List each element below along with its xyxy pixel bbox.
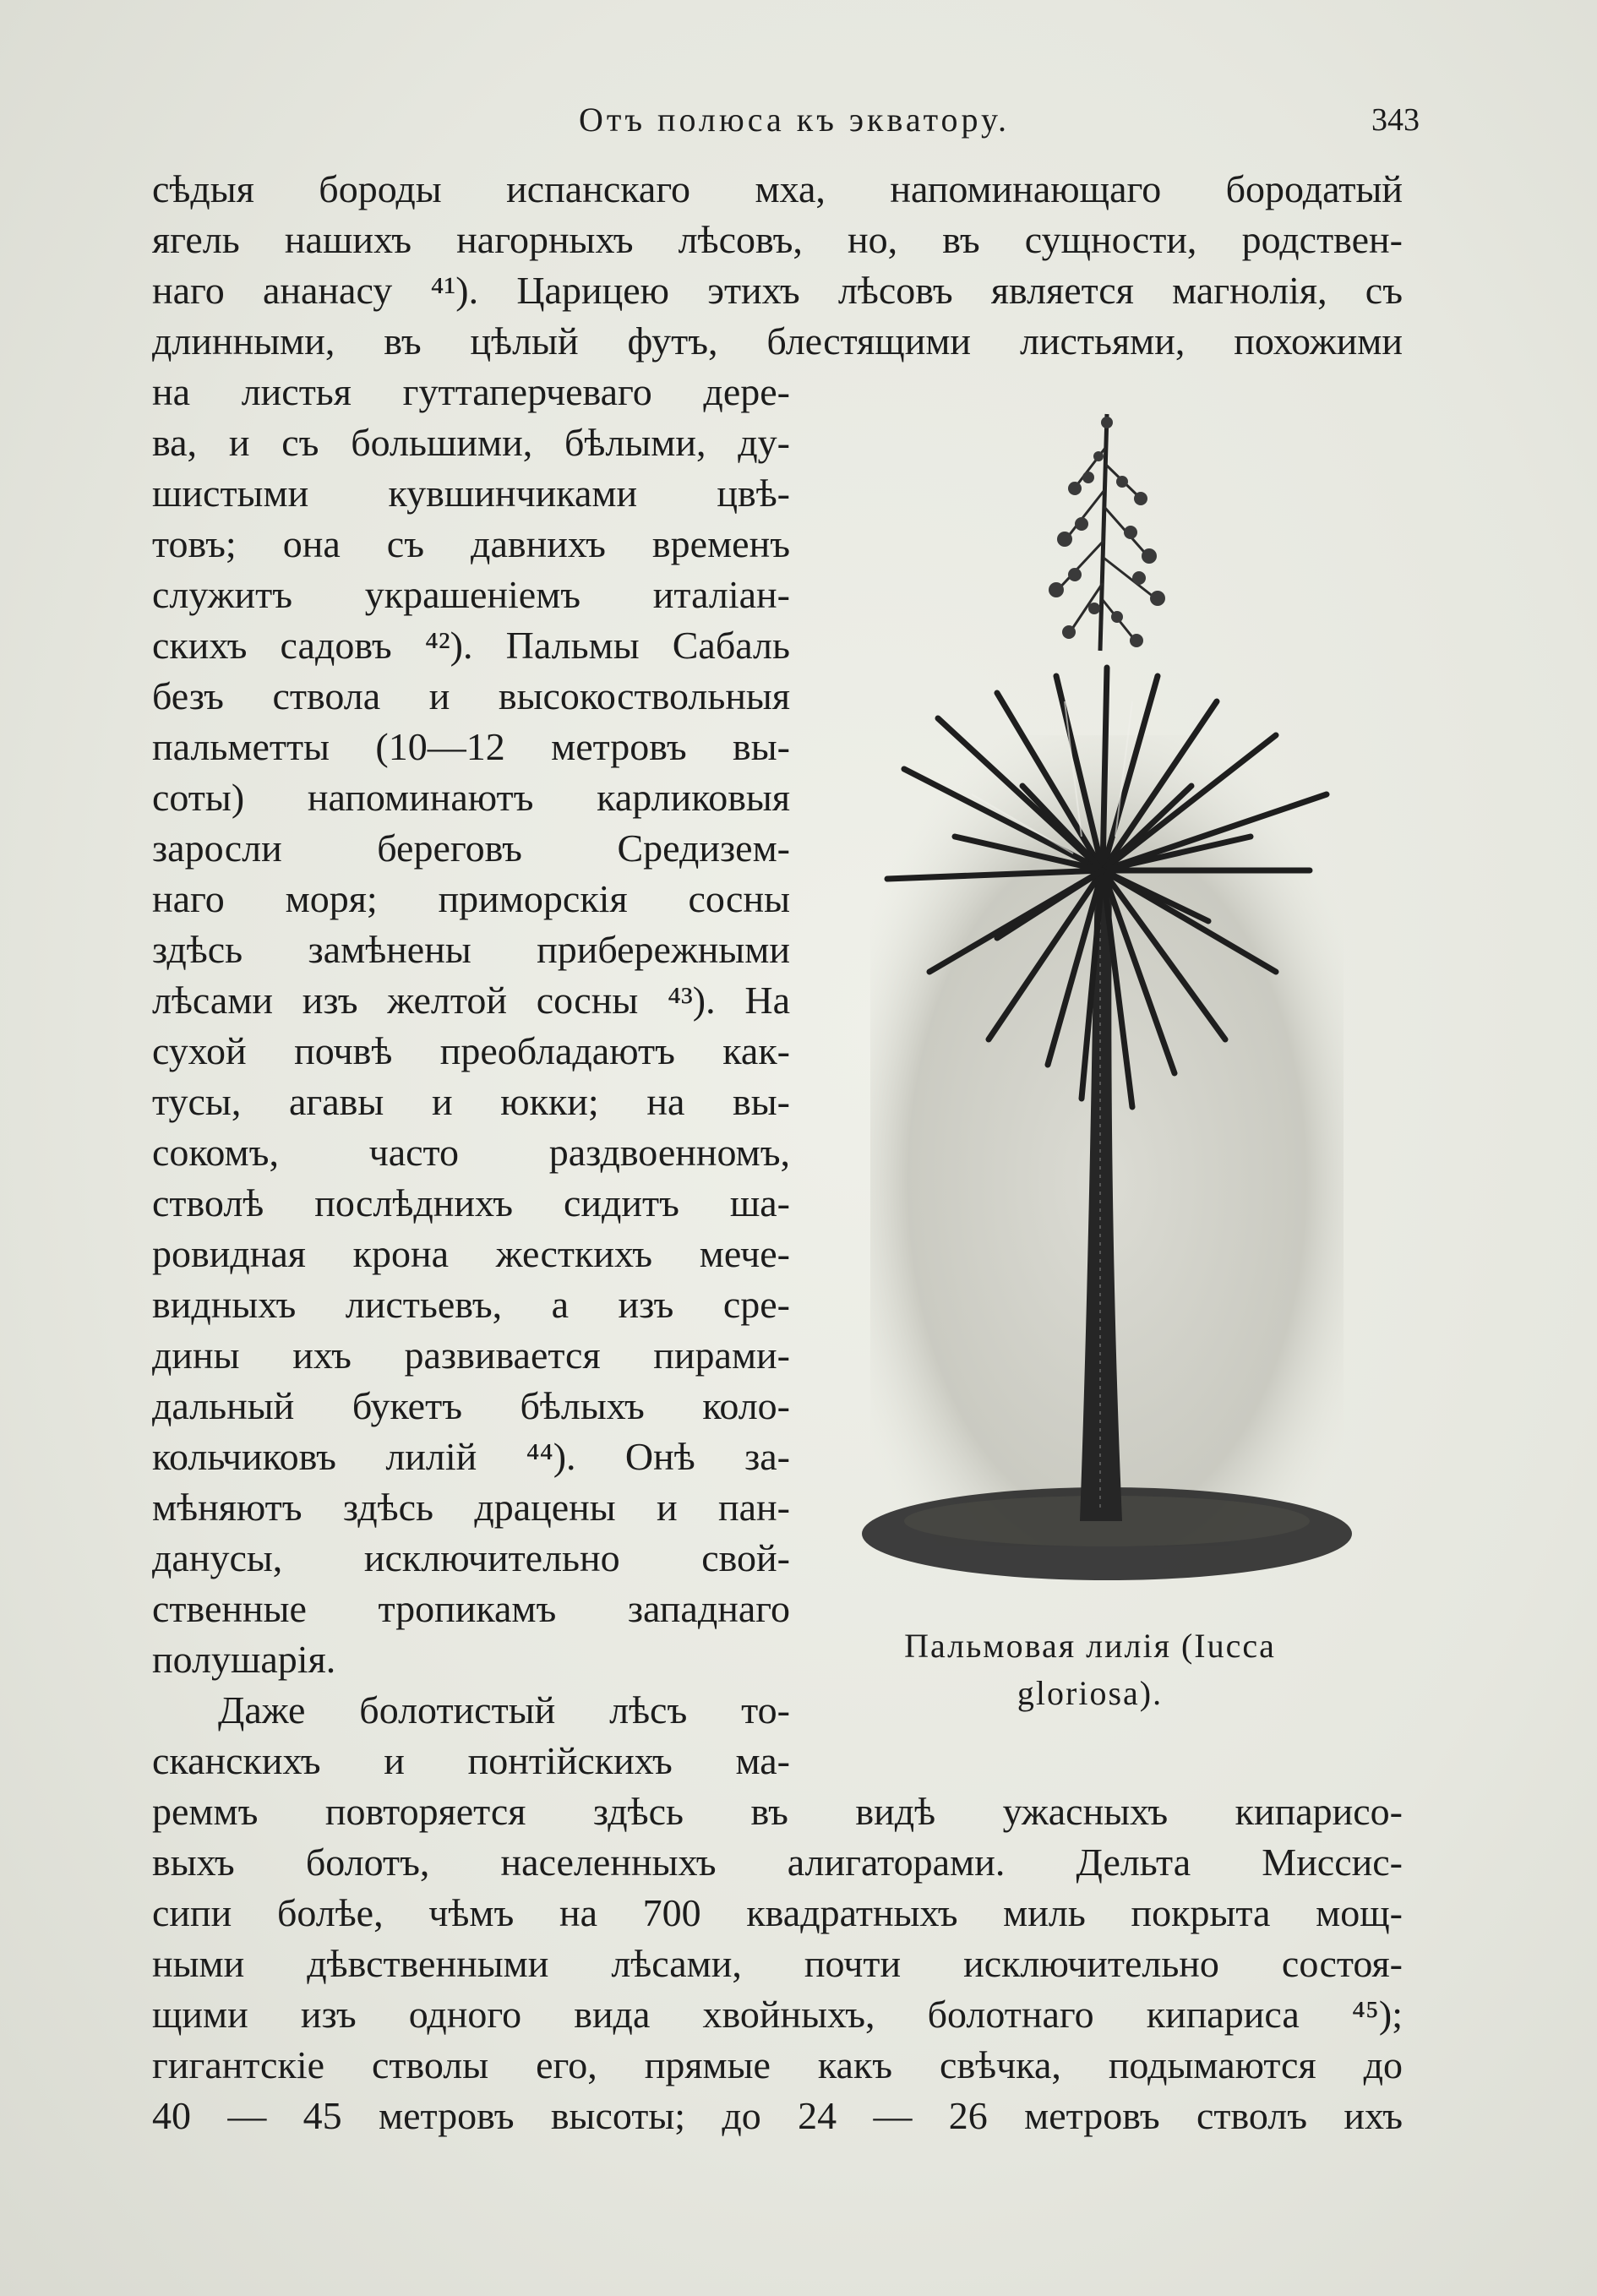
text-line: служитъ украшеніемъ италіан- xyxy=(152,573,790,616)
text-line: лѣсами изъ желтой сосны ⁴³). На xyxy=(152,979,790,1022)
text-line: длинными, въ цѣлый футъ, блестящими листьями, похожими xyxy=(152,319,1403,363)
text-line: сѣдыя бороды испанскаго мха, напоминающаго бородатый xyxy=(152,167,1403,210)
text-line: ственные тропикамъ западнаго xyxy=(152,1587,790,1630)
text-line: на листья гуттаперчеваго дере- xyxy=(152,370,790,413)
text-line: тусы, агавы и юкки; на вы- xyxy=(152,1080,790,1123)
text-line: стволѣ послѣднихъ сидитъ ша- xyxy=(152,1181,790,1224)
text-line: шистыми кувшинчиками цвѣ- xyxy=(152,472,790,515)
text-line: данусы, исключительно свой- xyxy=(152,1536,790,1579)
text-line: мѣняютъ здѣсь драцены и пан- xyxy=(152,1486,790,1529)
text-line: товъ; она съ давнихъ временъ xyxy=(152,522,790,565)
paragraph-start: Даже болотистый лѣсъ то- xyxy=(218,1688,790,1732)
page-number: 343 xyxy=(1371,102,1420,138)
text-line: скихъ садовъ ⁴²). Пальмы Сабаль xyxy=(152,624,790,667)
text-line: сипи болѣе, чѣмъ на 700 квадратныхъ миль покрыта мощ- xyxy=(152,1891,1403,1934)
text-line: 40 — 45 метровъ высоты; до 24 — 26 метровъ стволъ ихъ xyxy=(152,2094,1403,2137)
text-line: видныхъ листьевъ, а изъ сре- xyxy=(152,1283,790,1326)
text-line: заросли береговъ Средизем- xyxy=(152,826,790,870)
caption-line: Пальмовая лилія (Iucca xyxy=(904,1627,1276,1665)
caption-line: gloriosa). xyxy=(1017,1674,1164,1712)
text-line: щими изъ одного вида хвойныхъ, болотнаго кипариса ⁴⁵); xyxy=(152,1993,1403,2036)
text-line: кольчиковъ лилій ⁴⁴). Онѣ за- xyxy=(152,1435,790,1478)
text-line: выхъ болотъ, населенныхъ алигаторами. Дельта Миссис- xyxy=(152,1841,1403,1884)
text-line: наго ананасу ⁴¹). Царицею этихъ лѣсовъ является магнолія, съ xyxy=(152,269,1403,312)
text-line: гигантскіе стволы его, прямые какъ свѣчка, подымаются до xyxy=(152,2043,1403,2086)
text-line: ягель нашихъ нагорныхъ лѣсовъ, но, въ сущности, родствен- xyxy=(152,218,1403,261)
text-line: полушарія. xyxy=(152,1638,336,1681)
text-line: здѣсь замѣнены прибережными xyxy=(152,928,790,971)
text-line: сухой почвѣ преобладаютъ как- xyxy=(152,1029,790,1072)
text-line: наго моря; приморскія сосны xyxy=(152,877,790,920)
text-line: соты) напоминаютъ карликовыя xyxy=(152,776,790,819)
text-line: ными дѣвственными лѣсами, почти исключительно состоя- xyxy=(152,1942,1403,1985)
text-line: сокомъ, часто раздвоенномъ, xyxy=(152,1131,790,1174)
figure-caption xyxy=(837,1622,1344,1717)
palm-lily-illustration xyxy=(853,397,1352,1606)
text-line: дальный букетъ бѣлыхъ коло- xyxy=(152,1384,790,1427)
text-line: ва, и съ большими, бѣлыми, ду- xyxy=(152,421,790,464)
text-line: ровидная крона жесткихъ мече- xyxy=(152,1232,790,1275)
text-line: безъ ствола и высокоствольныя xyxy=(152,674,790,717)
text-line: сканскихъ и понтійскихъ ма- xyxy=(152,1739,790,1782)
running-title: Отъ полюса къ экватору. xyxy=(579,101,1010,139)
text-line: дины ихъ развивается пирами- xyxy=(152,1333,790,1377)
text-line: реммъ повторяется здѣсь въ видѣ ужасныхъ кипарисо- xyxy=(152,1790,1403,1833)
text-line: пальметты (10—12 метровъ вы- xyxy=(152,725,790,768)
